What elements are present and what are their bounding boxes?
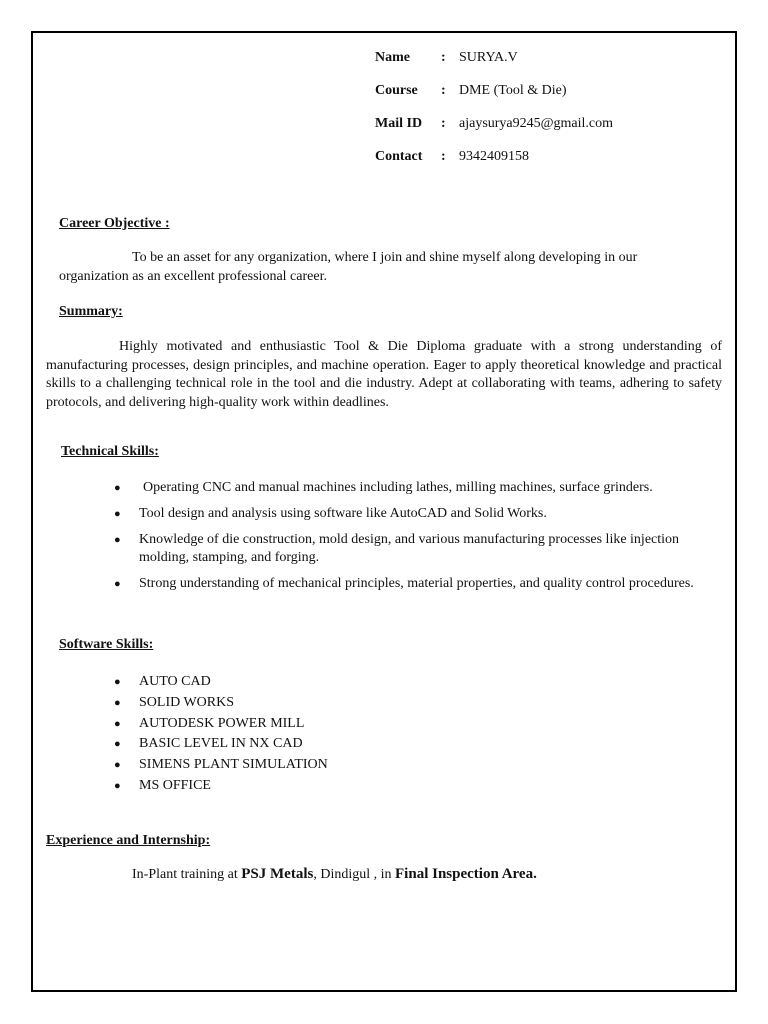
personal-info	[375, 50, 613, 182]
info-colon: :	[441, 83, 446, 98]
technical-skills-heading: Technical Skills:	[61, 444, 159, 459]
list-item	[112, 714, 328, 735]
technical-skills-list	[112, 479, 722, 601]
experience-prefix: In-Plant training at	[132, 867, 242, 882]
name-value: SURYA.V	[459, 50, 518, 65]
info-label: Course	[375, 83, 418, 98]
bullet-icon: ●	[114, 534, 121, 546]
inspection-area: Final Inspection Area.	[395, 866, 537, 882]
info-label: Contact	[375, 149, 423, 164]
info-row-contact	[375, 149, 613, 182]
info-row-name	[375, 50, 613, 83]
info-colon: :	[441, 149, 446, 164]
software-skill: AUTO CAD	[139, 674, 211, 689]
bullet-icon: ●	[114, 779, 121, 792]
career-objective-heading: Career Objective :	[59, 216, 170, 231]
software-skill: AUTODESK POWER MILL	[139, 715, 305, 731]
info-label: Name	[375, 50, 410, 65]
technical-skill: Knowledge of die construction, mold design, and various manufacturing processes like injection molding, stamping, and forging.	[139, 532, 680, 565]
list-item	[112, 755, 328, 776]
bullet-icon: ●	[114, 676, 121, 688]
bullet-icon: ●	[114, 578, 121, 590]
bullet-icon: ●	[114, 482, 121, 494]
experience-middle: , Dindigul , in	[313, 867, 396, 882]
technical-skill: Tool design and analysis using software like AutoCAD and Solid Works.	[139, 506, 547, 521]
info-row-course	[375, 83, 613, 116]
summary-text: Highly motivated and enthusiastic Tool & Die Diploma graduate with a strong understanding of manufacturing processes, design principles, and machine operation. Eager to apply theoretical knowledge and practical skills to a challenging technical role in the tool and die industry. Adept at collaborating with teams, adhering to safety protocols, and delivering high-quality work within deadlines.	[46, 339, 722, 410]
bullet-icon: ●	[114, 508, 121, 520]
list-item	[112, 693, 328, 714]
software-skills-heading: Software Skills:	[59, 637, 154, 652]
list-item	[112, 575, 722, 593]
bullet-icon: ●	[114, 717, 121, 730]
software-skills-list	[112, 672, 328, 797]
experience-text	[132, 866, 537, 883]
software-skill: SOLID WORKS	[139, 694, 235, 710]
career-objective-text: To be an asset for any organization, where I join and shine myself along developing in our organization as an excellent professional career.	[59, 250, 638, 284]
info-label: Mail ID	[375, 116, 423, 131]
technical-skill: Operating CNC and manual machines including lathes, milling machines, surface grinders.	[143, 480, 653, 495]
list-item	[112, 479, 722, 497]
software-skill: BASIC LEVEL IN NX CAD	[139, 736, 303, 752]
info-row-mail	[375, 116, 613, 149]
list-item	[112, 776, 328, 797]
technical-skill: Strong understanding of mechanical principles, material properties, and quality control procedures.	[139, 576, 694, 591]
list-item	[112, 505, 722, 523]
mail-value: ajaysurya9245@gmail.com	[459, 116, 614, 131]
software-skill: MS OFFICE	[139, 777, 211, 793]
contact-value: 9342409158	[459, 149, 529, 164]
bullet-icon: ●	[114, 759, 121, 772]
summary-heading: Summary:	[59, 304, 123, 319]
bullet-icon: ●	[114, 696, 121, 709]
course-value: DME (Tool & Die)	[459, 83, 567, 98]
list-item	[112, 672, 328, 693]
info-colon: :	[441, 50, 446, 65]
experience-heading: Experience and Internship:	[46, 833, 211, 848]
list-item	[112, 531, 722, 567]
company-name: PSJ Metals	[241, 866, 314, 882]
info-colon: :	[441, 116, 446, 131]
bullet-icon: ●	[114, 738, 121, 751]
software-skill: SIMENS PLANT SIMULATION	[139, 757, 328, 773]
list-item	[112, 734, 328, 755]
